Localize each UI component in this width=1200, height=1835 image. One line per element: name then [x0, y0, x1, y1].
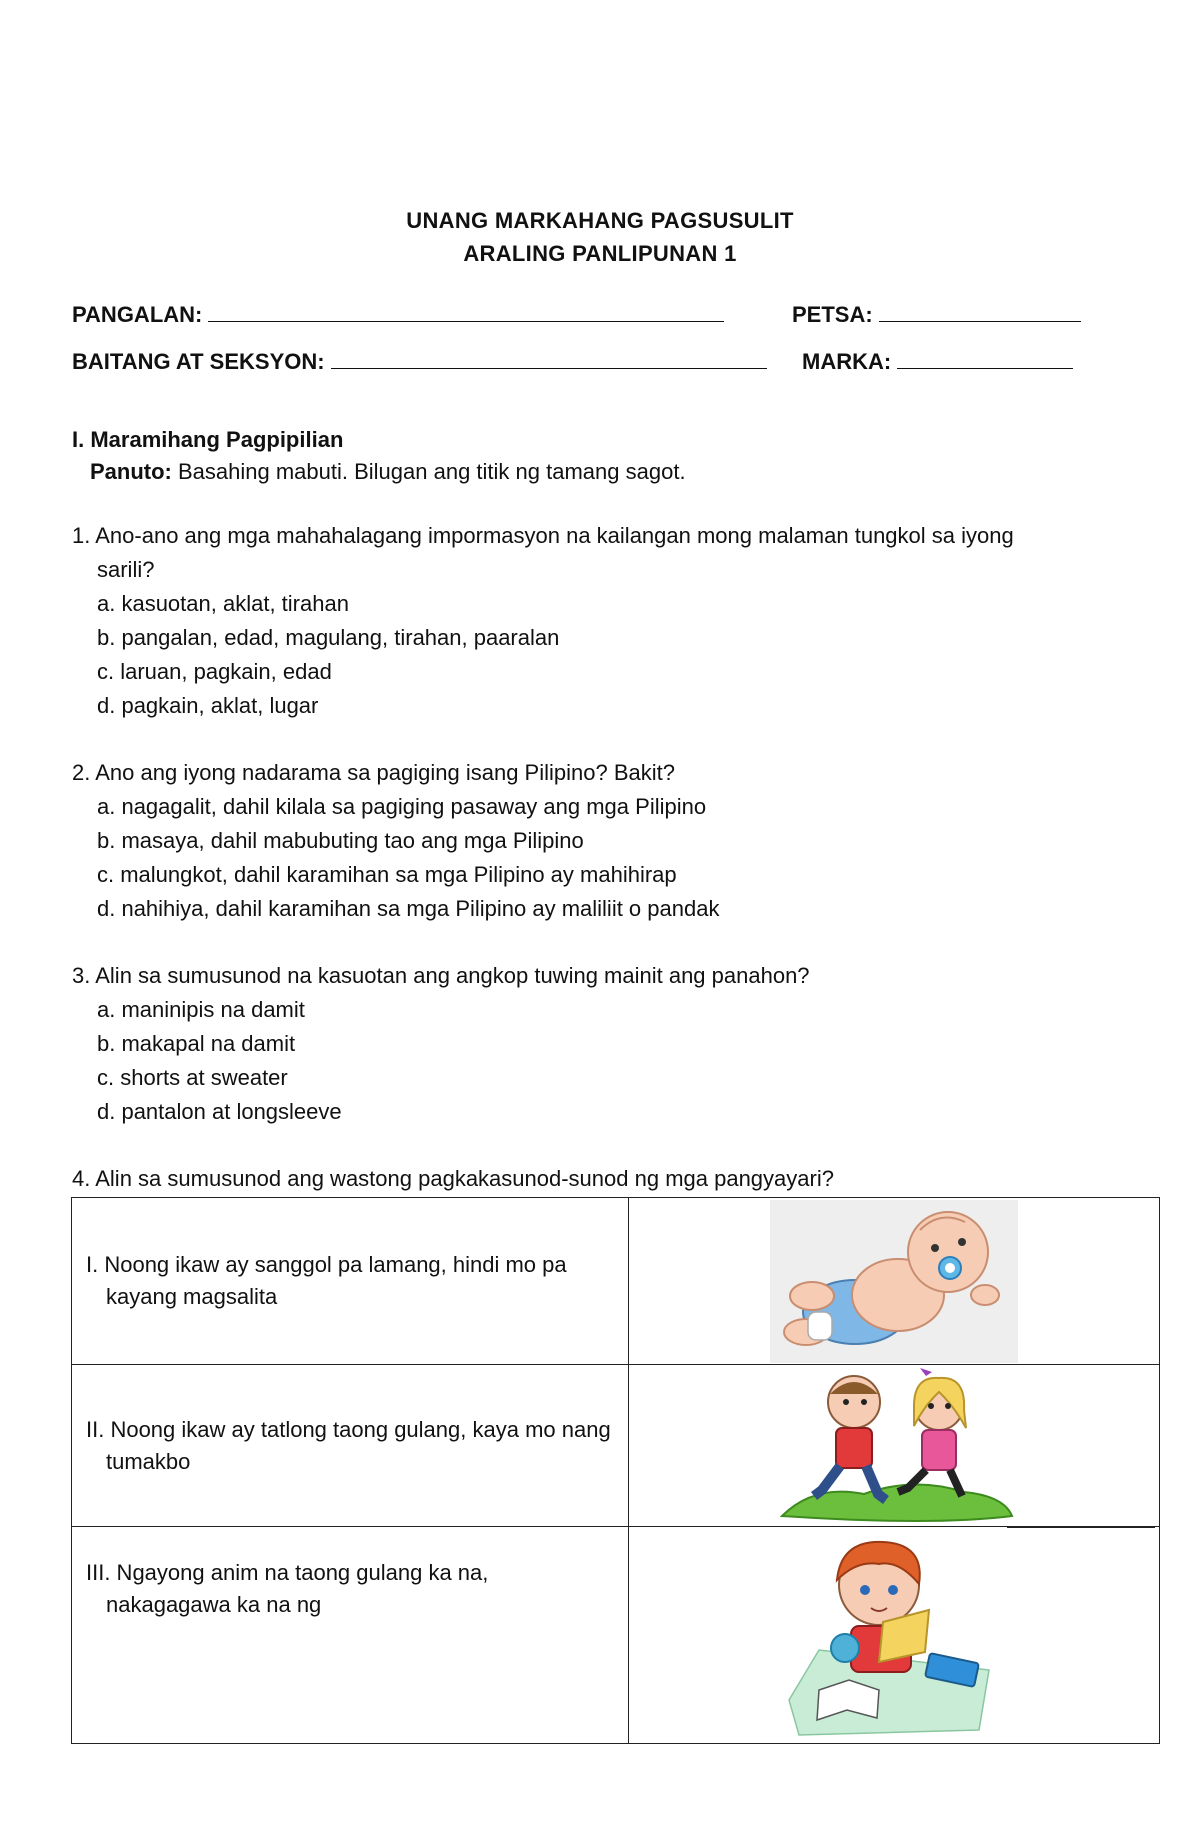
instruction-text: Basahing mabuti. Bilugan ang titik ng tamang sagot. [171, 459, 686, 484]
question-text: 1. Ano-ano ang mga mahahalagang impormasyon na kailangan mong malaman tungkol sa iyong sarili? [72, 523, 1014, 582]
name-label: PANGALAN: [72, 302, 203, 327]
score-blank[interactable] [897, 350, 1073, 369]
choice-d[interactable]: d. nahihiya, dahil karamihan sa mga Pilipino ay maliliit o pandak [97, 896, 720, 921]
child-reading-picture [779, 1530, 1009, 1740]
exam-subject: ARALING PANLIPUNAN 1 [463, 241, 737, 266]
question-text: 4. Alin sa sumusunod ang wastong pagkakasunod-sunod ng mga pangyayari? [72, 1166, 834, 1191]
choice-b[interactable]: b. pangalan, edad, magulang, tirahan, paaralan [97, 625, 560, 650]
section-multiple-choice [72, 424, 1132, 488]
grade-section-blank[interactable] [331, 350, 767, 369]
event-text: II. Noong ikaw ay tatlong taong gulang, kaya mo nang tumakbo [86, 1416, 611, 1474]
table-row [72, 1527, 1160, 1744]
baby-picture [770, 1200, 1018, 1363]
choice-a[interactable]: a. kasuotan, aklat, tirahan [97, 591, 349, 616]
name-field[interactable] [72, 302, 724, 328]
table-cell-picture [629, 1527, 1160, 1744]
table-cell-text [72, 1198, 629, 1365]
date-blank[interactable] [879, 303, 1081, 322]
name-blank[interactable] [208, 303, 724, 322]
choice-b[interactable]: b. makapal na damit [97, 1031, 296, 1056]
date-label: PETSA: [792, 302, 873, 327]
grade-section-field[interactable] [72, 349, 767, 375]
score-label: MARKA: [802, 349, 892, 374]
table-row [72, 1365, 1160, 1527]
title-block [0, 204, 1200, 270]
sequence-table [71, 1197, 1160, 1744]
date-field[interactable] [792, 302, 1081, 328]
question-1 [72, 519, 1072, 723]
choice-a[interactable]: a. maninipis na damit [97, 997, 305, 1022]
score-field[interactable] [802, 349, 1073, 375]
choice-b[interactable]: b. masaya, dahil mabubuting tao ang mga Pilipino [97, 828, 584, 853]
running-children-picture [774, 1366, 1014, 1526]
question-text: 2. Ano ang iyong nadarama sa pagiging isang Pilipino? Bakit? [72, 760, 675, 785]
grade-section-label: BAITANG AT SEKSYON: [72, 349, 325, 374]
table-row [72, 1198, 1160, 1365]
table-cell-picture [629, 1365, 1160, 1527]
choice-c[interactable]: c. shorts at sweater [97, 1065, 288, 1090]
choice-c[interactable]: c. laruan, pagkain, edad [97, 659, 332, 684]
choice-d[interactable]: d. pagkain, aklat, lugar [97, 693, 319, 718]
question-3 [72, 959, 1072, 1129]
instruction [72, 456, 1132, 488]
question-2 [72, 756, 1072, 926]
event-text: I. Noong ikaw ay sanggol pa lamang, hindi mo pa kayang magsalita [86, 1252, 567, 1309]
question-4 [72, 1162, 1072, 1196]
table-cell-text [72, 1527, 629, 1744]
instruction-label: Panuto: [90, 459, 172, 484]
table-cell-picture [629, 1198, 1160, 1365]
exam-title: UNANG MARKAHANG PAGSUSULIT [406, 208, 794, 233]
choice-c[interactable]: c. malungkot, dahil karamihan sa mga Pilipino ay mahihirap [97, 862, 677, 887]
choice-a[interactable]: a. nagagalit, dahil kilala sa pagiging pasaway ang mga Pilipino [97, 794, 707, 819]
question-text: 3. Alin sa sumusunod na kasuotan ang angkop tuwing mainit ang panahon? [72, 963, 810, 988]
section-title: I. Maramihang Pagpipilian [72, 427, 344, 452]
table-cell-text [72, 1365, 629, 1527]
event-text: III. Ngayong anim na taong gulang ka na, nakagagawa ka na ng [86, 1560, 489, 1617]
choice-d[interactable]: d. pantalon at longsleeve [97, 1099, 342, 1124]
